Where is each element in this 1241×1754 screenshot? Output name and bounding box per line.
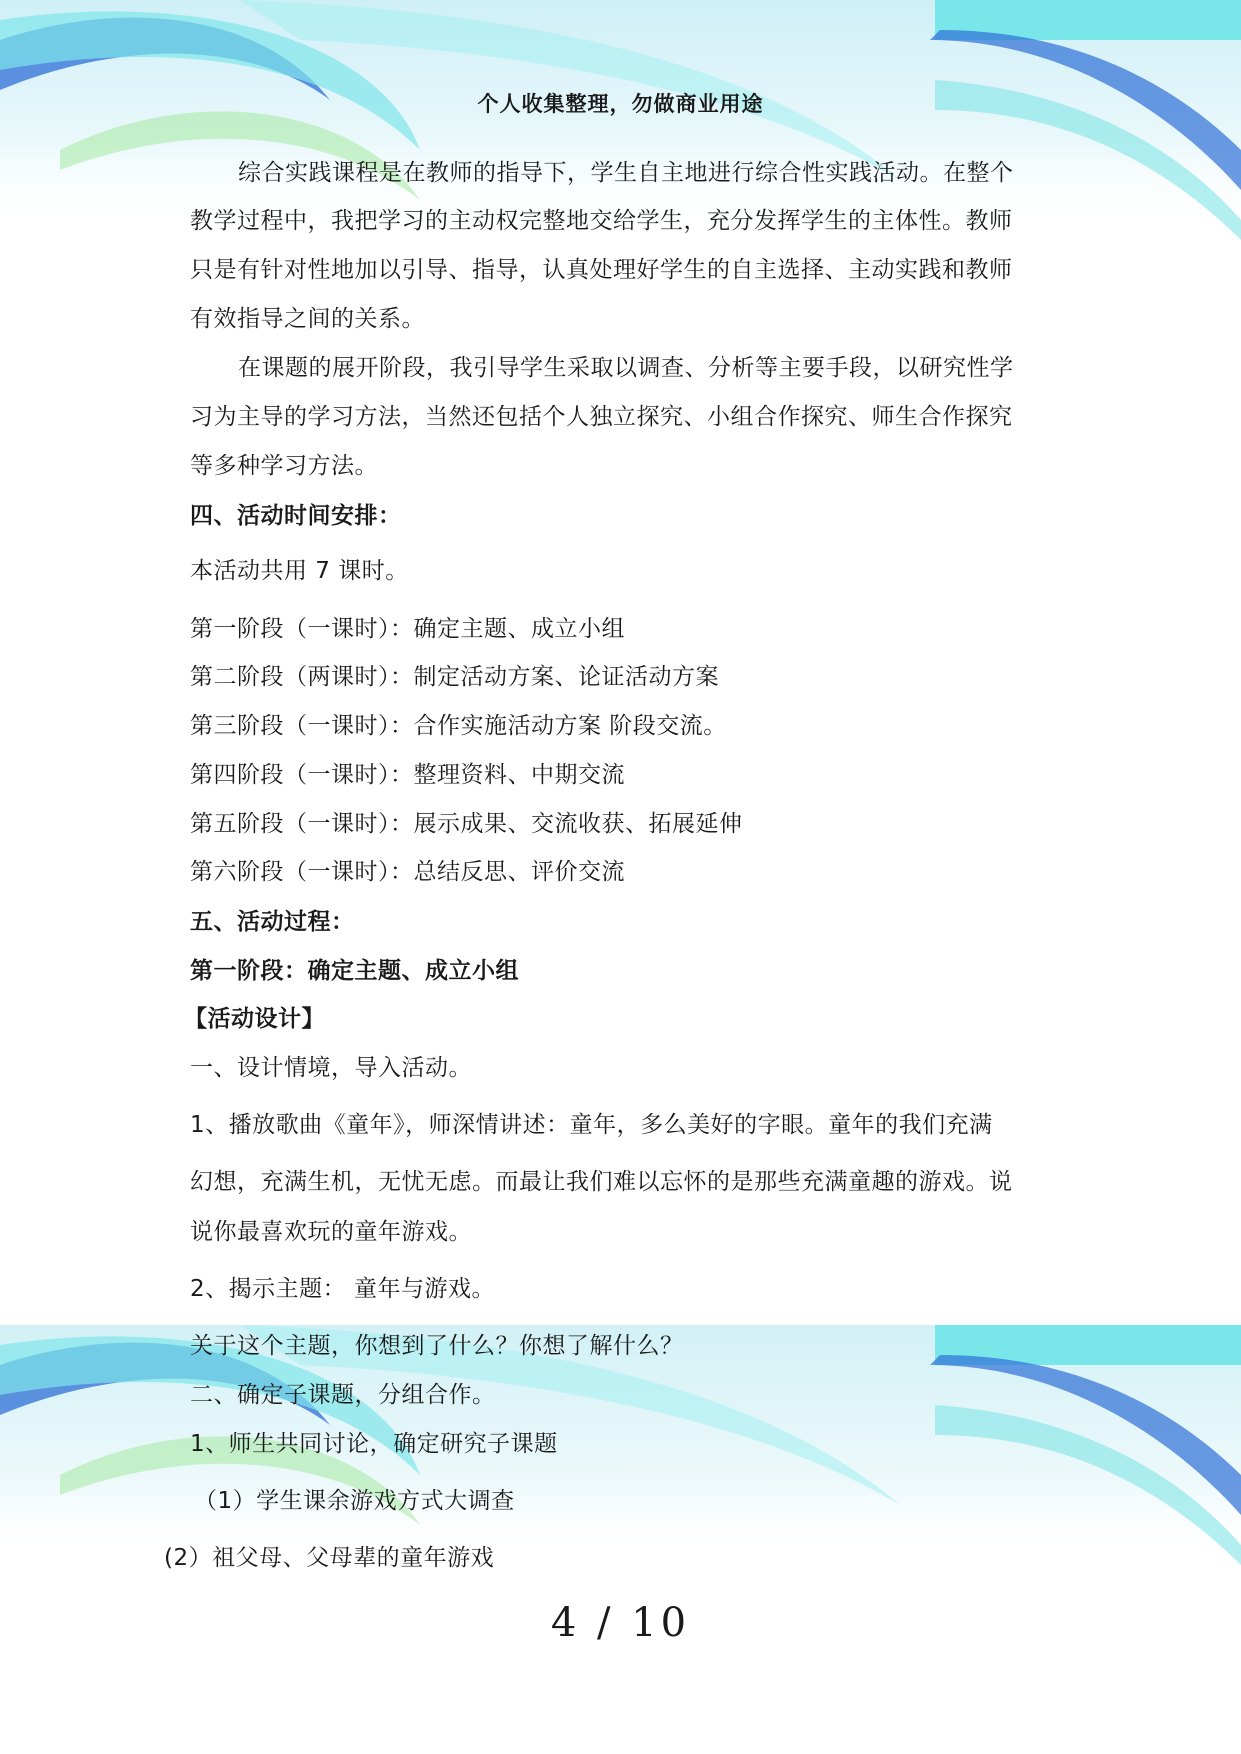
step-heading: 二、确定子课题，分组合作。: [190, 1382, 496, 1408]
paragraph-line: 只是有针对性地加以引导、指导，认真处理好学生的自主选择、主动实践和教师: [190, 257, 1013, 283]
paragraph-line: 教学过程中，我把学习的主动权完整地交给学生，充分发挥学生的主体性。教师: [190, 208, 1013, 234]
sub-item: （1）学生课余游戏方式大调查: [194, 1488, 515, 1514]
item-line: 1、师生共同讨论，确定研究子课题: [190, 1431, 558, 1457]
paragraph-line: 等多种学习方法。: [190, 453, 378, 479]
schedule-item: 第四阶段（一课时）：整理资料、中期交流: [190, 762, 625, 788]
item-line: 说你最喜欢玩的童年游戏。: [190, 1219, 472, 1245]
section-heading: 五、活动过程：: [190, 909, 355, 935]
design-label: 【活动设计】: [184, 1006, 325, 1032]
paragraph-line: 综合实践课程是在教师的指导下，学生自主地进行综合性实践活动。在整个: [238, 160, 1014, 186]
stage-heading: 第一阶段：确定主题、成立小组: [190, 958, 519, 984]
theme-reveal: 2、揭示主题： 童年与游戏。: [190, 1276, 495, 1302]
page-header: 个人收集整理，勿做商业用途: [477, 92, 764, 116]
schedule-item: 第五阶段（一课时）：展示成果、交流收获、拓展延伸: [190, 811, 743, 837]
paragraph-line: 在课题的展开阶段，我引导学生采取以调查、分析等主要手段，以研究性学: [238, 355, 1014, 381]
paragraph-line: 有效指导之间的关系。: [190, 306, 425, 332]
schedule-item: 第三阶段（一课时）：合作实施活动方案 阶段交流。: [190, 713, 727, 739]
section-heading: 四、活动时间安排：: [190, 503, 402, 529]
schedule-intro: 本活动共用 7 课时。: [190, 558, 409, 584]
item-line: 幻想，充满生机，无忧无虑。而最让我们难以忘怀的是那些充满童趣的游戏。说: [190, 1169, 1013, 1195]
paragraph-line: 习为主导的学习方法，当然还包括个人独立探究、小组合作探究、师生合作探究: [190, 404, 1013, 430]
sub-item: (2）祖父母、父母辈的童年游戏: [164, 1545, 495, 1571]
schedule-item: 第二阶段（两课时）：制定活动方案、论证活动方案: [190, 664, 719, 690]
page-number: 4 / 10: [550, 1600, 691, 1646]
schedule-item: 第一阶段（一课时）：确定主题、成立小组: [190, 616, 625, 642]
step-heading: 一、设计情境，导入活动。: [190, 1055, 472, 1081]
schedule-item: 第六阶段（一课时）：总结反思、评价交流: [190, 859, 625, 885]
item-line: 1、播放歌曲《童年》，师深情讲述：童年，多么美好的字眼。童年的我们充满: [190, 1112, 993, 1138]
question-line: 关于这个主题，你想到了什么？你想了解什么？: [190, 1333, 684, 1359]
